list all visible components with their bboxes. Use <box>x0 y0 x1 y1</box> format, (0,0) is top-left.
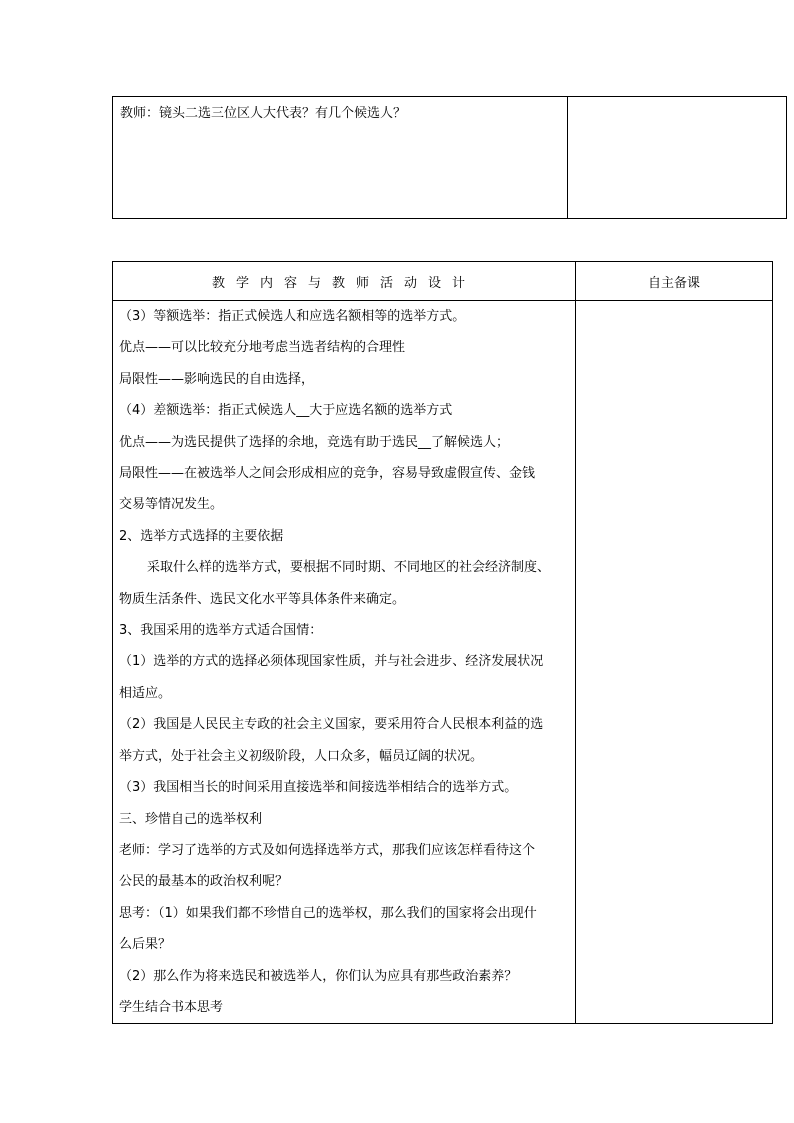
section-heading: 2、选举方式选择的主要依据 <box>119 528 284 544</box>
text-line: （4）差额选举：指正式候选人__大于应选名额的选举方式 <box>119 403 453 419</box>
text-line: （2）我国是人民民主专政的社会主义国家，要采用符合人民根本利益的选 <box>119 717 544 733</box>
text-line: 老师：学习了选举的方式及如何选择选举方式，那我们应该怎样看待这个 <box>119 842 536 858</box>
text-line: 局限性——在被选举人之间会形成相应的竞争，容易导致虚假宣传、金钱 <box>119 466 536 482</box>
text-line: 优点——为选民提供了选择的余地，竞选有助于选民__了解候选人； <box>119 434 510 450</box>
text-line: 物质生活条件、选民文化水平等具体条件来确定。 <box>119 591 406 607</box>
text-line: 交易等情况发生。 <box>119 497 224 513</box>
question-cell <box>113 97 568 219</box>
text-line: （1）选举的方式的选择必须体现国家性质，并与社会进步、经济发展状况 <box>119 654 544 670</box>
text-line: 局限性——影响选民的自由选择， <box>119 371 315 387</box>
text-line: 举方式，处于社会主义初级阶段，人口众多，幅员辽阔的状况。 <box>119 748 484 764</box>
text-line: 么后果？ <box>119 937 172 953</box>
text-line: （3）我国相当长的时间采用直接选举和间接选举相结合的选举方式。 <box>119 780 518 796</box>
notes-cell <box>568 97 787 219</box>
teacher-question: 教师：镜头二选三位区人大代表？有几个候选人？ <box>120 106 407 121</box>
content-header: 教学内容与教师活动设计 <box>113 262 576 301</box>
section-heading: 3、我国采用的选举方式适合国情： <box>119 623 323 639</box>
text-line: 学生结合书本思考 <box>119 999 224 1015</box>
text-line: 公民的最基本的政治权利呢？ <box>119 874 289 890</box>
text-line: 采取什么样的选举方式，要根据不同时期、不同地区的社会经济制度、 <box>147 560 551 576</box>
lesson-table <box>112 261 773 1024</box>
text-line: （2）那么作为将来选民和被选举人，你们认为应具有那些政治素养？ <box>119 968 518 984</box>
text-line: 思考：（1）如果我们都不珍惜自己的选举权，那么我们的国家将会出现什 <box>119 905 537 921</box>
self-prep-cell <box>576 301 773 1024</box>
text-line: 相适应。 <box>119 685 172 701</box>
question-table <box>112 96 787 219</box>
self-prep-header: 自主备课 <box>576 262 773 301</box>
text-line: （3）等额选举：指正式候选人和应选名额相等的选举方式。 <box>119 309 466 324</box>
section-heading: 三、珍惜自己的选举权利 <box>119 811 263 827</box>
lesson-content <box>113 301 576 1024</box>
text-line: 优点——可以比较充分地考虑当选者结构的合理性 <box>119 340 406 356</box>
